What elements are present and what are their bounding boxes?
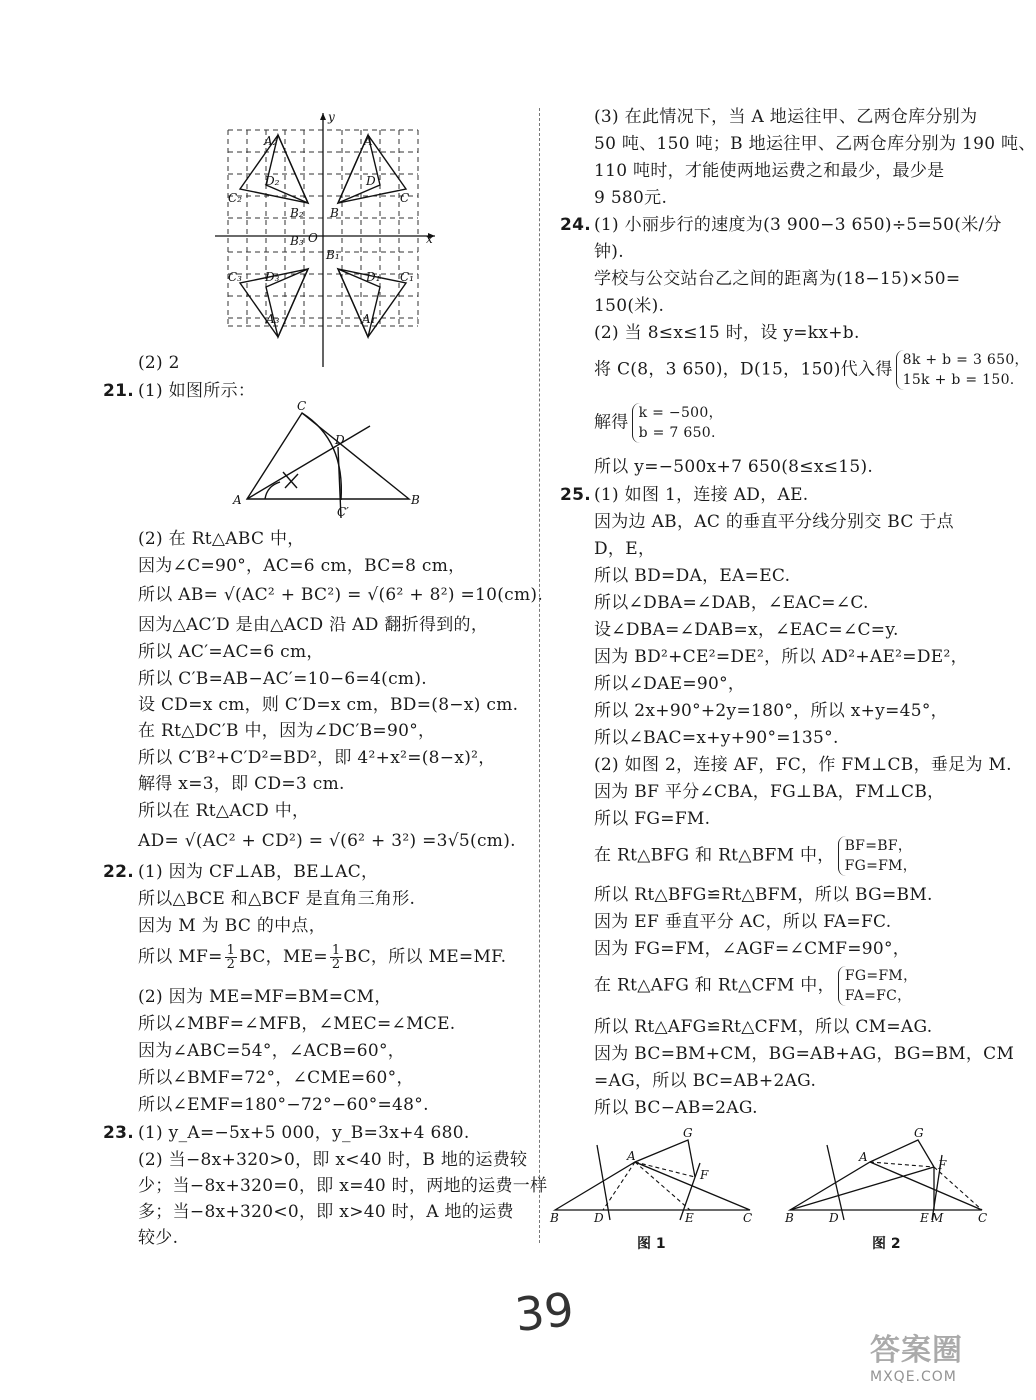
coord-point-label: B	[330, 206, 339, 220]
equation-system	[838, 966, 917, 1006]
q22-number: 22.	[103, 862, 135, 882]
text-line: 所以 AB= √(AC² + BC²) = √(6² + 8²) =10(cm).	[138, 585, 544, 605]
column-divider	[539, 108, 540, 1243]
figure-1-caption: 图 1	[637, 1236, 666, 1252]
figure-2-caption: 图 2	[872, 1236, 901, 1252]
text-line: 较少.	[138, 1228, 179, 1248]
text-line: 解得 x=3，即 CD=3 cm.	[138, 774, 345, 794]
coordinate-grid-figure	[210, 105, 450, 370]
text-line: 所以△BCE 和△BCF 是直角三角形.	[138, 889, 416, 909]
equation-line: FA=FC，	[844, 988, 912, 1004]
equation-line: BF=BF，	[844, 838, 913, 854]
figure-2-diagram	[782, 1125, 992, 1225]
triangle-label: A	[233, 493, 242, 507]
text-line: 150(米).	[594, 296, 665, 316]
coord-point-label: C₃	[228, 270, 242, 284]
text-line: (1) 如图 1，连接 AD，AE.	[594, 485, 809, 505]
coord-point-label: B₂	[290, 206, 304, 220]
equation-line: FG=FM，	[844, 858, 918, 874]
q21-part1: (1) 如图所示：	[138, 381, 256, 401]
watermark	[870, 1325, 988, 1385]
text-line: (1) 因为 CF⊥AB，BE⊥AC，	[138, 862, 379, 882]
coord-point-label: B₁	[326, 248, 340, 262]
text-line: 所以∠EMF=180°−72°−60°=48°.	[138, 1095, 429, 1115]
text-line: 所以 BD=DA，EA=EC.	[594, 566, 791, 586]
figure-1-label: A	[627, 1149, 636, 1163]
text-segment: 在 Rt△AFG 和 Rt△CFM 中，	[594, 975, 835, 996]
text-line: 所以在 Rt△ACD 中，	[138, 801, 310, 821]
text-line: 所以 2x+90°+2y=180°，所以 x+y=45°，	[594, 701, 948, 721]
text-line: 因为 M 为 BC 的中点，	[138, 916, 327, 936]
text-line: 所以 AC′=AC=6 cm，	[138, 642, 324, 662]
figure-2-label: G	[914, 1126, 924, 1140]
handwritten-page-number: 39	[512, 1282, 577, 1342]
text-line: 学校与公交站台乙之间的距离为(18−15)×50=	[594, 269, 961, 289]
equation-line: k = −500，	[638, 405, 723, 421]
coord-origin-label: O	[308, 231, 318, 245]
equation-line: FG=FM，	[844, 968, 918, 984]
text-line: 因为△AC′D 是由△ACD 沿 AD 翻折得到的，	[138, 615, 489, 635]
text-segment: 所以 MF=	[138, 947, 223, 967]
text-line: 钟).	[594, 242, 624, 262]
figure-2-label: M	[931, 1211, 944, 1225]
figure-1-label: F	[700, 1168, 709, 1182]
text-line: 所以∠BAC=x+y+90°=135°.	[594, 728, 839, 748]
coord-point-label: D₂	[265, 174, 280, 188]
equation-line: 15k + b = 150.	[902, 372, 1015, 388]
figure-2-label: B	[785, 1211, 794, 1225]
equation-system	[838, 836, 917, 876]
text-line: 所以 C′B=AB−AC′=10−6=4(cm).	[138, 669, 427, 689]
equation-line: b = 7 650.	[638, 425, 716, 441]
coord-point-label: B₃	[290, 234, 304, 248]
text-line: 所以∠DBA=∠DAB，∠EAC=∠C.	[594, 593, 869, 613]
q24-substitution	[594, 350, 1029, 390]
text-line: 因为∠ABC=54°，∠ACB=60°，	[138, 1041, 406, 1061]
text-line: 所以 FG=FM.	[594, 809, 711, 829]
triangle-label: B	[411, 493, 420, 507]
coord-point-label: D	[366, 174, 376, 188]
text-line: (2) 当−8x+320>0，即 x<40 时，B 地的运费较	[138, 1150, 528, 1170]
triangle-label: D	[335, 433, 345, 447]
q22-midpoint-line	[138, 944, 506, 971]
triangle-fold-figure	[225, 400, 435, 525]
text-line: 110 吨时，才能使两地运费之和最少，最少是	[594, 161, 945, 181]
coord-point-label: A₂	[264, 134, 278, 148]
coord-y-label: y	[328, 110, 335, 124]
text-line: 所以∠BMF=72°，∠CME=60°，	[138, 1068, 414, 1088]
figure-2-label: F	[938, 1158, 947, 1172]
text-line: 多；当−8x+320<0，即 x>40 时，A 地的运费	[138, 1202, 514, 1222]
q20-part2: (2) 2	[138, 353, 180, 373]
text-line: 因为边 AB，AC 的垂直平分线分别交 BC 于点	[594, 512, 954, 532]
text-segment: 在 Rt△BFG 和 Rt△BFM 中，	[594, 845, 835, 866]
triangle-label: C	[297, 399, 307, 413]
text-line: D，E，	[594, 539, 656, 559]
half-fraction: $\frac{1}{2}$	[226, 943, 236, 972]
coord-point-label: A₃	[266, 312, 280, 326]
text-line: 所以 Rt△AFG≌Rt△CFM，所以 CM=AG.	[594, 1017, 933, 1037]
figure-1-label: E	[685, 1211, 694, 1225]
equation-system	[896, 350, 1029, 390]
text-line: 所以 Rt△BFG≌Rt△BFM，所以 BG=BM.	[594, 885, 933, 905]
text-line: 在 Rt△DC′B 中，因为∠DC′B=90°，	[138, 721, 436, 741]
text-line: (2) 因为 ME=MF=BM=CM，	[138, 987, 392, 1007]
text-line: 设 CD=x cm，则 C′D=x cm，BD=(8−x) cm.	[138, 695, 519, 715]
text-line: =AG，所以 BC=AB+2AG.	[594, 1071, 817, 1091]
q23-number: 23.	[103, 1123, 135, 1143]
coord-point-label: C	[400, 191, 410, 205]
watermark-text: 答案圈	[870, 1333, 963, 1368]
coord-point-label: A₁	[362, 312, 376, 326]
figure-2-label: E	[920, 1211, 929, 1225]
figure-1-label: G	[683, 1126, 693, 1140]
text-line: 因为 BD²+CE²=DE²，所以 AD²+AE²=DE²，	[594, 647, 968, 667]
watermark-site: MXQE.COM	[870, 1369, 957, 1385]
text-line: 因为 EF 垂直平分 AC，所以 FA=FC.	[594, 912, 892, 932]
coord-point-label: C₁	[400, 270, 414, 284]
coord-point-label: D₁	[366, 270, 381, 284]
text-segment: 将 C(8，3 650)，D(15，150)代入得	[594, 359, 893, 380]
coord-x-label: x	[426, 232, 433, 246]
text-line: 因为∠C=90°，AC=6 cm，BC=8 cm，	[138, 556, 466, 576]
figure-1-label: B	[550, 1211, 559, 1225]
figure-2-label: D	[829, 1211, 839, 1225]
figure-1-diagram	[545, 1125, 765, 1225]
text-line: (2) 在 Rt△ABC 中，	[138, 529, 305, 549]
half-fraction: $\frac{1}{2}$	[331, 943, 341, 972]
figure-2-label: C	[978, 1211, 988, 1225]
figure-2-label: A	[859, 1150, 868, 1164]
text-line: 所以∠DAE=90°，	[594, 674, 746, 694]
text-line: (1) y_A=−5x+5 000，y_B=3x+4 680.	[138, 1123, 470, 1143]
coord-point-label: D₃	[265, 270, 280, 284]
q25-congruence-1	[594, 836, 917, 876]
triangle-label: C′	[337, 505, 349, 519]
text-line: (1) 小丽步行的速度为(3 900−3 650)÷5=50(米/分	[594, 215, 1002, 235]
text-line: 因为 BC=BM+CM，BG=AB+AG，BG=BM，CM	[594, 1044, 1015, 1064]
text-line: (2) 如图 2，连接 AF，FC，作 FM⊥CB，垂足为 M.	[594, 755, 1012, 775]
text-segment: BC，所以 ME=MF.	[344, 947, 507, 967]
text-line: 少；当−8x+320=0，即 x=40 时，两地的运费一样	[138, 1176, 548, 1196]
q24-solution	[594, 403, 723, 443]
coord-point-label: A	[364, 134, 373, 148]
text-segment: BC，ME=	[239, 947, 328, 967]
equation-system	[632, 403, 723, 443]
q24-number: 24.	[560, 215, 592, 235]
text-line: 50 吨、150 吨；B 地运往甲、乙两仓库分别为 190 吨、	[594, 134, 1036, 154]
text-line: 设∠DBA=∠DAB=x，∠EAC=∠C=y.	[594, 620, 899, 640]
text-line: 所以 BC−AB=2AG.	[594, 1098, 758, 1118]
text-line: 所以 y=−500x+7 650(8≤x≤15).	[594, 457, 874, 477]
text-line: AD= √(AC² + CD²) = √(6² + 3²) =3√5(cm).	[138, 831, 516, 851]
text-segment: 解得	[594, 412, 629, 433]
equation-line: 8k + b = 3 650，	[902, 352, 1029, 368]
text-line: 因为 BF 平分∠CBA，FG⊥BA，FM⊥CB，	[594, 782, 945, 802]
q25-congruence-2	[594, 966, 917, 1006]
text-line: 所以 C′B²+C′D²=BD²，即 4²+x²=(8−x)²，	[138, 748, 496, 768]
coord-point-label: C₂	[228, 191, 242, 205]
text-line: 因为 FG=FM，∠AGF=∠CMF=90°，	[594, 939, 911, 959]
text-line: 9 580元.	[594, 188, 668, 208]
figure-1-label: D	[594, 1211, 604, 1225]
text-line: 所以∠MBF=∠MFB，∠MEC=∠MCE.	[138, 1014, 456, 1034]
figure-1-label: C	[743, 1211, 753, 1225]
text-line: (3) 在此情况下，当 A 地运往甲、乙两仓库分别为	[594, 107, 978, 127]
q21-number: 21.	[103, 381, 135, 401]
text-line: (2) 当 8≤x≤15 时，设 y=kx+b.	[594, 323, 860, 343]
q25-number: 25.	[560, 485, 592, 505]
